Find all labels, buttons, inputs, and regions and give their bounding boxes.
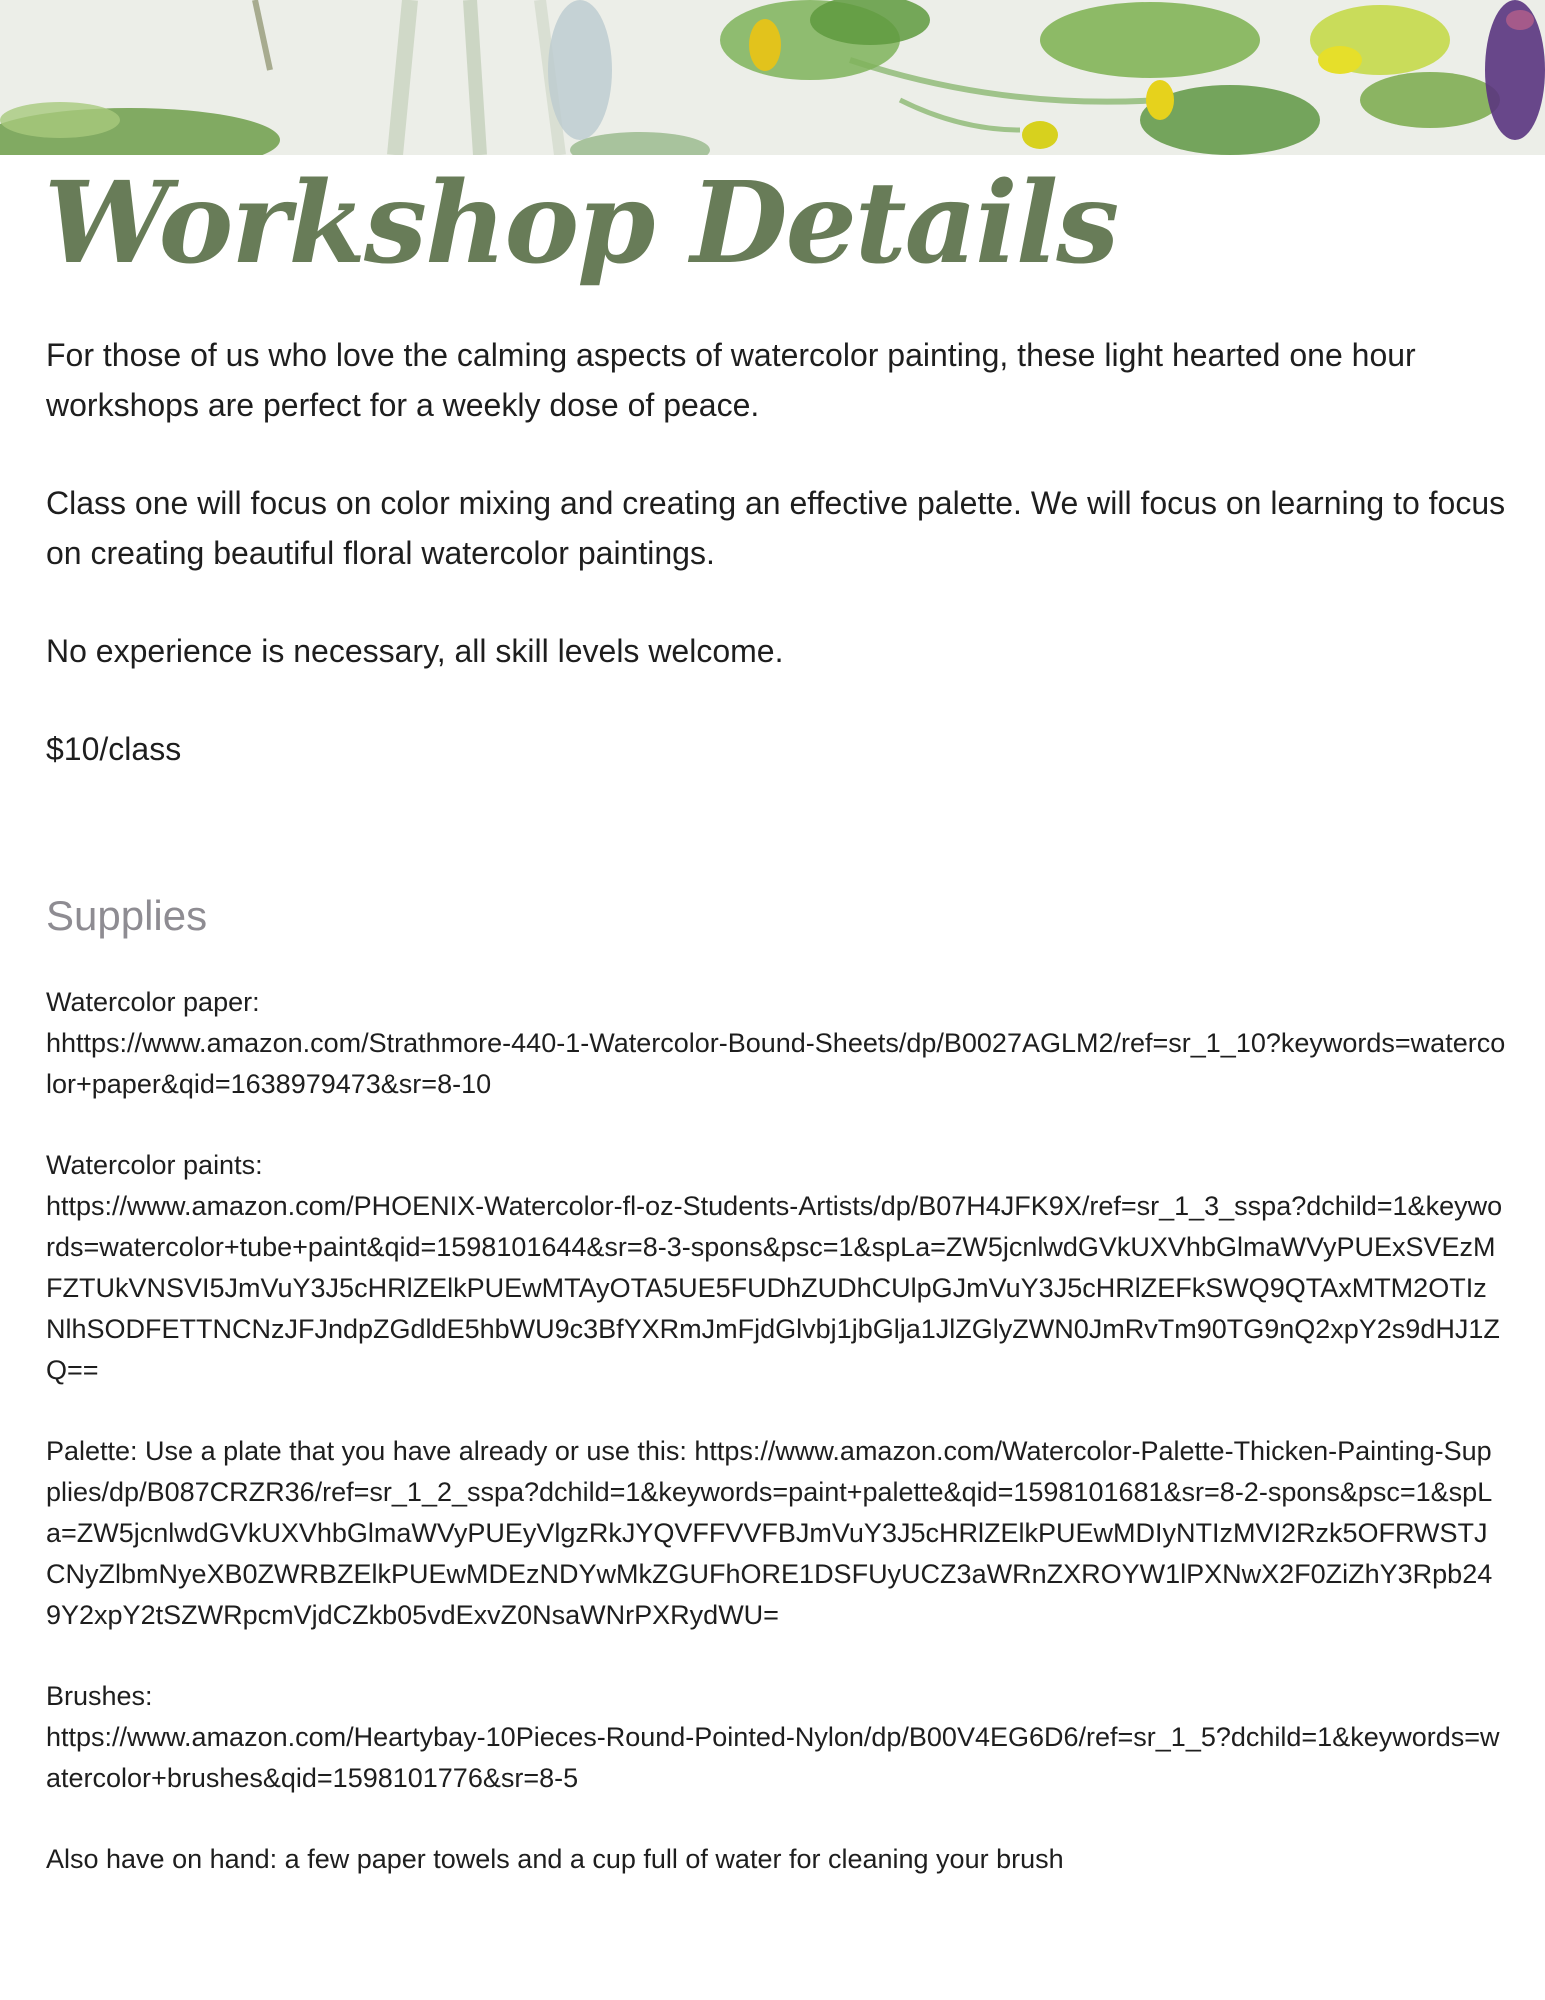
intro-paragraph-3: No experience is necessary, all skill levels welcome. <box>46 633 784 669</box>
price-text: $10/class <box>46 731 182 767</box>
supply-paper <box>46 982 1506 1105</box>
intro-paragraph-2: Class one will focus on color mixing and creating an effective palette. We will focus on learning to focus on creating beautiful floral watercolor paintings. <box>46 485 1506 571</box>
supply-palette <box>46 1431 1506 1636</box>
watercolor-floral-banner <box>0 0 1545 155</box>
page-title: Workshop Details <box>44 158 1118 289</box>
supply-brushes <box>46 1676 1506 1799</box>
supply-paints-link[interactable]: https://www.amazon.com/PHOENIX-Watercolor-fl-oz-Students-Artists/dp/B07H4JFK9X/ref=sr_1_3_sspa?dchild=1&keywords=watercolor+tube+paint&qid=1598101644&sr=8-3-spons&psc=1&spLa=ZW5jcnlwdGVkUXVhbGlmaWVyPUExSVEzMFZTUkVNSVI5JmVuY3J5cHRlZElkPUEwMTAyOTA5UE5FUDhZUDhCUlpGJmVuY3J5cHRlZEFkSWQ9QTAxMTM2OTIzNlhSODFETTNCNzJFJndpZGdldE5hbWU9c3BfYXRmJmFjdGlvbj1jbGlja1JlZGlyZWN0JmRvTm90TG9nQ2xpY2s9dHJ1ZQ== <box>46 1191 1503 1385</box>
supply-palette-text[interactable]: Palette: Use a plate that you have already or use this: https://www.amazon.com/Watercolor-Palette-Thicken-Painting-Supplies/dp/B087CRZR36/ref=sr_1_2_sspa?dchild=1&keywords=paint+palette&qid=1598101681&sr=8-2-spons&psc=1&spLa=ZW5jcnlwdGVkUXVhbGlmaWVyPUEyVlgzRkJYQVFFVVFBJmVuY3J5cHRlZElkPUEwMDIyNTIzMVI2Rzk5OFRWSTJCNyZlbmNyeXB0ZWRBZElkPUEwMDEzNDYwMkZGUFhORE1DSFUyUCZ3aWRnZXROYW1lPXNwX2F0ZiZhY3Rpb249Y2xpY2tSZWRpcmVjdCZkb05vdExvZ0NsaWNrPXRydWU= <box>46 1436 1493 1630</box>
supplies-heading: Supplies <box>46 892 208 939</box>
workshop-content <box>46 330 1506 1880</box>
floral-banner-art <box>0 0 1545 155</box>
also-on-hand-text: Also have on hand: a few paper towels and a cup full of water for cleaning your brush <box>46 1844 1064 1874</box>
supply-brushes-label: Brushes: <box>46 1681 153 1711</box>
supply-paints-label: Watercolor paints: <box>46 1150 263 1180</box>
intro-paragraph-1: For those of us who love the calming aspects of watercolor painting, these light hearted one hour workshops are perfect for a weekly dose of peace. <box>46 337 1416 423</box>
supply-paper-link[interactable]: hhttps://www.amazon.com/Strathmore-440-1-Watercolor-Bound-Sheets/dp/B0027AGLM2/ref=sr_1_10?keywords=watercolor+paper&qid=1638979473&sr=8-10 <box>46 1028 1506 1099</box>
supply-paper-label: Watercolor paper: <box>46 987 260 1017</box>
supply-paints <box>46 1145 1506 1391</box>
supply-brushes-link[interactable]: https://www.amazon.com/Heartybay-10Pieces-Round-Pointed-Nylon/dp/B00V4EG6D6/ref=sr_1_5?dchild=1&keywords=watercolor+brushes&qid=1598101776&sr=8-5 <box>46 1722 1500 1793</box>
